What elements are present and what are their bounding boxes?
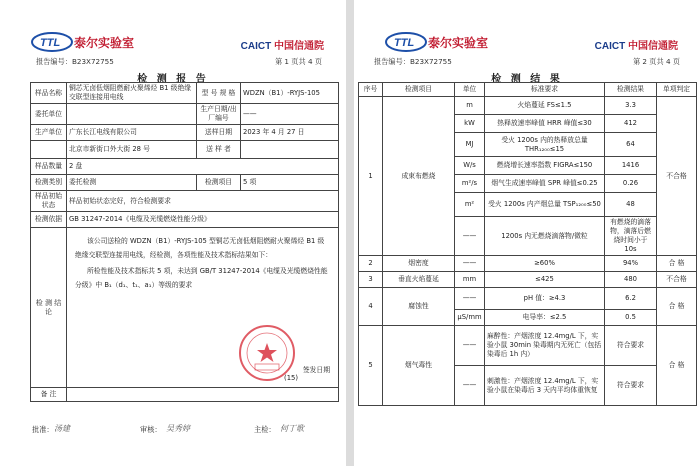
unit-cell: ——	[455, 366, 485, 406]
unit-cell: m	[455, 97, 485, 115]
remark-value	[67, 388, 339, 402]
report-number: 报告编号：B23X72755	[36, 57, 114, 66]
result-cell: 符合要求	[605, 366, 657, 406]
official-stamp	[238, 324, 296, 382]
model-label: 型 号 规 格	[197, 83, 241, 104]
header-cell: 标准要求	[485, 83, 605, 97]
sender-value	[241, 141, 339, 159]
mfg-date-label: 生产日期/出厂编号	[197, 104, 241, 125]
header-cell: 单位	[455, 83, 485, 97]
page-title: 检 测 结 果	[491, 74, 563, 85]
result-cell: 符合要求	[605, 326, 657, 366]
result-cell: 3.3	[605, 97, 657, 115]
table-row	[359, 97, 697, 115]
address-value: 北京市新街口外大街 28 号	[67, 141, 197, 159]
verdict-cell: 合 格	[657, 288, 697, 326]
unit-cell: ——	[455, 217, 485, 256]
mfg-date-value: ——	[241, 104, 339, 125]
requirement-cell: 火焰蔓延 FS≤1.5	[485, 97, 605, 115]
unit-cell: MJ	[455, 133, 485, 157]
conclusion-cell	[67, 228, 339, 388]
unit-cell: W/s	[455, 157, 485, 175]
producer-value: 广东长江电线有限公司	[67, 125, 197, 141]
result-cell: 1416	[605, 157, 657, 175]
page-header	[354, 30, 700, 58]
table-row	[359, 326, 697, 366]
unit-cell: ——	[455, 256, 485, 272]
row-number: 2	[359, 256, 383, 272]
send-date-value: 2023 年 4 月 27 日	[241, 125, 339, 141]
client-value	[67, 104, 197, 125]
requirement-cell: 刺激性：产烟浓度 12.4mg/L 下，实验小鼠在染毒后 3 天内平均体重恢复	[485, 366, 605, 406]
result-cell: 480	[605, 272, 657, 288]
page-number: 第 1 页共 4 页	[274, 57, 322, 66]
result-cell: 64	[605, 133, 657, 157]
requirement-cell: ≥60%	[485, 256, 605, 272]
requirement-cell: pH 值：≥4.3	[485, 288, 605, 310]
report-meta	[36, 57, 322, 68]
requirement-cell: 麻醉性：产烟浓度 12.4mg/L 下，实验小鼠 30min 染毒期内无死亡（包括染毒后 1h 内）	[485, 326, 605, 366]
requirement-cell: 烟气生成速率峰值 SPR 峰值≤0.25	[485, 175, 605, 193]
sample-name-value: 铜芯无卤低烟阻燃耐火聚烯烃 B1 级绝缘交联型连接用电线	[67, 83, 197, 104]
result-cell: 94%	[605, 256, 657, 272]
review-label: 审核：	[140, 425, 162, 434]
items-label: 检测项目	[197, 175, 241, 191]
requirement-cell: ≤425	[485, 272, 605, 288]
svg-text:TTL: TTL	[40, 37, 61, 49]
result-cell: 有燃烧的滴落物，滴落后燃烧时间小于 10s	[605, 217, 657, 256]
header-cell: 检测项目	[383, 83, 455, 97]
result-cell: 0.5	[605, 310, 657, 326]
items-value: 5 项	[241, 175, 339, 191]
requirement-cell: 受火 1200s 内的热释放总量 THR₁₂₀₀≤15	[485, 133, 605, 157]
svg-text:泰尔实验室: 泰尔实验室	[74, 36, 135, 50]
issue-date: 签发日期	[302, 366, 330, 374]
header-cell: 序号	[359, 83, 383, 97]
model-value: WDZN（B1）-RYJS-105	[241, 83, 339, 104]
sample-name-label: 样品名称	[31, 83, 67, 104]
svg-text:泰尔实验室: 泰尔实验室	[428, 36, 489, 50]
producer-label: 生产单位	[31, 125, 67, 141]
basis-label: 检测依据	[31, 212, 67, 228]
sender-label: 送 样 者	[197, 141, 241, 159]
verdict-cell: 不合格	[657, 97, 697, 256]
report-page-1	[0, 0, 346, 466]
signature-row	[32, 425, 330, 437]
table-row	[359, 288, 697, 310]
caict-logo: CAICT 中国信通院	[240, 41, 324, 52]
basis-value: GB 31247-2014《电缆及光缆燃烧性能分级》	[67, 212, 339, 228]
remark-label: 备 注	[31, 388, 67, 402]
conclusion-label: 检 测 结 论	[31, 228, 67, 388]
conclusion-text-2: 所检性能及技术指标共 5 项，未达到 GB/T 31247-2014《电缆及光缆燃烧性能分级》中 B₁（d₁、t₁、a₁）等级的要求	[75, 267, 328, 289]
unit-cell: ——	[455, 326, 485, 366]
main-label: 主检：	[254, 425, 276, 434]
requirement-cell: 受火 1200s 内产烟总量 TSP₁₂₀₀≤50	[485, 193, 605, 217]
requirement-cell: 1200s 内无燃烧滴落物/微粒	[485, 217, 605, 256]
result-cell: 412	[605, 115, 657, 133]
quantity-value: 2 盘	[67, 159, 339, 175]
ttl-logo-icon	[30, 30, 154, 54]
unit-cell: m²/s	[455, 175, 485, 193]
approve-signature: 汤建	[54, 424, 70, 433]
verdict-cell: 合 格	[657, 256, 697, 272]
main-signature: 何丁歌	[280, 424, 304, 433]
table-row	[359, 256, 697, 272]
unit-cell: μS/mm	[455, 310, 485, 326]
stamp-icon	[238, 324, 296, 382]
requirement-cell: 燃烧增长速率指数 FIGRA≤150	[485, 157, 605, 175]
category-value: 委托检测	[67, 175, 197, 191]
quantity-label: 样品数量	[31, 159, 67, 175]
ttl-logo	[30, 30, 154, 54]
row-number: 4	[359, 288, 383, 326]
approve-label: 批准：	[32, 425, 54, 434]
report-meta	[374, 57, 680, 68]
address-label	[31, 141, 67, 159]
verdict-cell: 不合格	[657, 272, 697, 288]
row-number: 1	[359, 97, 383, 256]
results-table	[358, 82, 697, 406]
test-item: 腐蚀性	[383, 288, 455, 326]
unit-cell: kW	[455, 115, 485, 133]
send-date-label: 送样日期	[197, 125, 241, 141]
header-cell: 单项判定	[657, 83, 697, 97]
result-cell: 48	[605, 193, 657, 217]
test-item: 成束布燃烧	[383, 97, 455, 256]
unit-cell: mm	[455, 272, 485, 288]
result-cell: 0.26	[605, 175, 657, 193]
test-item: 烟气毒性	[383, 326, 455, 406]
page-header	[0, 30, 346, 58]
category-label: 检测类别	[31, 175, 67, 191]
results-header-row	[359, 83, 697, 97]
page-number: 第 2 页共 4 页	[632, 57, 680, 66]
requirement-cell: 电导率：≤2.5	[485, 310, 605, 326]
ttl-logo-icon	[384, 30, 508, 54]
review-signature: 吴秀婷	[166, 424, 190, 433]
test-item: 烟密度	[383, 256, 455, 272]
unit-cell: ——	[455, 288, 485, 310]
header-cell: 检测结果	[605, 83, 657, 97]
table-row	[359, 272, 697, 288]
unit-cell: m²	[455, 193, 485, 217]
svg-text:TTL: TTL	[394, 37, 415, 49]
requirement-cell: 热释放速率峰值 HRR 峰值≤30	[485, 115, 605, 133]
issue-tail: (15)	[284, 374, 298, 382]
page-title: 检 测 报 告	[137, 74, 209, 85]
state-label: 样品初始状态	[31, 191, 67, 212]
caict-logo: CAICT 中国信通院	[594, 41, 678, 52]
verdict-cell: 合 格	[657, 326, 697, 406]
ttl-logo	[384, 30, 508, 54]
state-value: 样品初始状态完好，符合检测要求	[67, 191, 339, 212]
conclusion-text-1: 该公司送检的 WDZN（B1）-RYJS-105 型铜芯无卤低烟阻燃耐火聚烯烃 B1 级绝缘交联型连接用电线，经检测，各项性能及技术指标结果如下：	[75, 237, 325, 259]
report-number: 报告编号：B23X72755	[374, 57, 452, 66]
client-label: 委托单位	[31, 104, 67, 125]
test-item: 垂直火焰蔓延	[383, 272, 455, 288]
row-number: 3	[359, 272, 383, 288]
result-cell: 6.2	[605, 288, 657, 310]
row-number: 5	[359, 326, 383, 406]
